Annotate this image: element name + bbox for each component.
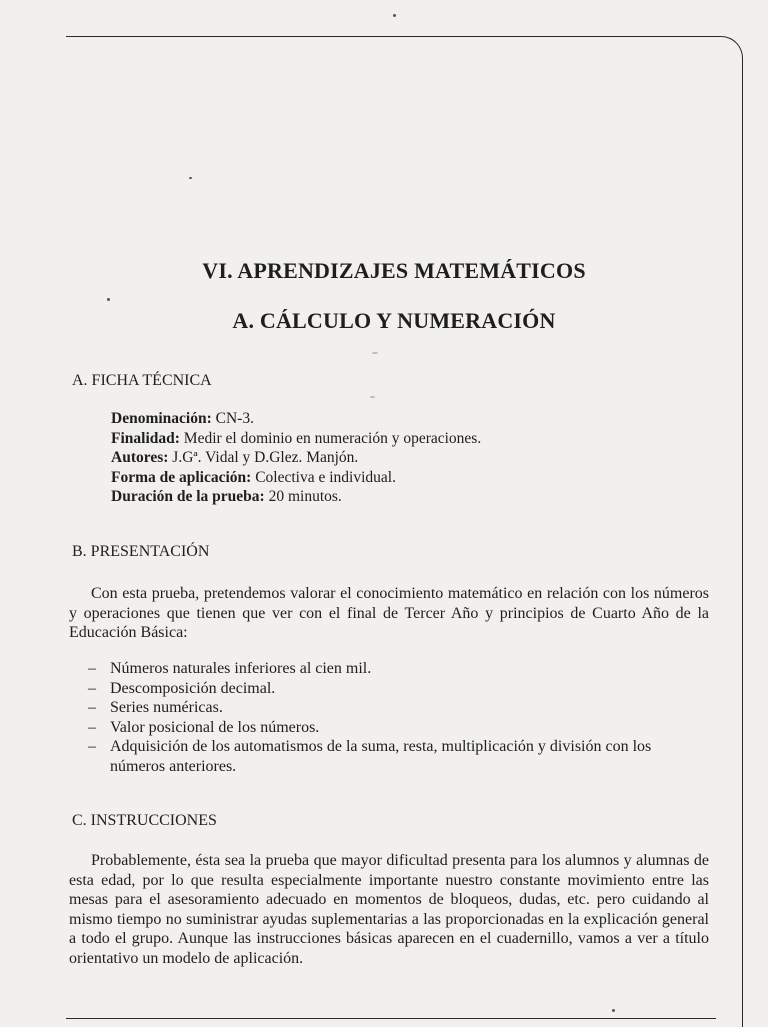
ficha-heading: A. FICHA TÉCNICA: [72, 372, 212, 389]
ficha-value: 20 minutos.: [264, 488, 342, 505]
scan-speck: [370, 396, 375, 398]
instrucciones-paragraph: Probablemente, ésta sea la prueba que mayor dificultad presenta para los alumnos y alumnas de esta edad, por lo que resulta especialmente importante nuestro constante movimiento entre las mesas para el asesoramiento adecuado en momentos de bloqueos, dudas, etc. pero cuidando al mismo tiempo no suministrar ayudas suplementarias a las proporcionadas en la explicación general a todo el grupo. Aunque las instrucciones básicas aparecen en el cuadernillo, vamos a ver a título orientativo un modelo de aplicación.: [69, 852, 709, 967]
ficha-label: Denominación:: [111, 410, 212, 427]
ficha-row-finalidad: [111, 429, 481, 449]
ficha-value: Medir el dominio en numeración y operaciones.: [179, 429, 482, 447]
ficha-row-denominacion: [111, 409, 481, 429]
bottom-rule: [66, 1018, 716, 1019]
list-dash: –: [88, 718, 96, 736]
list-item: [88, 679, 710, 699]
ficha-label: Autores:: [111, 449, 169, 466]
list-dash: –: [88, 679, 96, 697]
presentacion-paragraph: Con esta prueba, pretendemos valorar el conocimiento matemático en relación con los números y operaciones que tienen que ver con el final de Tercer Año y principios de Cuarto Año de la Educación Básica:: [69, 585, 709, 641]
scan-speck: [189, 177, 192, 179]
list-item-text: Valor posicional de los números.: [110, 718, 320, 736]
presentacion-heading: B. PRESENTACIÓN: [72, 543, 210, 560]
chapter-title: VI. APRENDIZAJES MATEMÁTICOS: [202, 258, 586, 283]
scan-speck: [393, 14, 396, 17]
ficha-row-autores: [111, 448, 481, 468]
scan-speck: [612, 1009, 615, 1012]
ficha-row-forma: [111, 468, 481, 488]
list-item-text: Series numéricas.: [110, 699, 223, 716]
list-item: [88, 718, 710, 738]
list-dash: –: [88, 660, 96, 677]
scan-speck: [372, 352, 378, 354]
ficha-value: Colectiva e individual.: [251, 468, 396, 486]
ficha-row-duracion: [111, 487, 481, 507]
list-item: [88, 698, 710, 718]
list-dash: –: [88, 738, 96, 755]
list-item-text: Números naturales inferiores al cien mil.: [110, 660, 372, 677]
list-item-text: Adquisición de los automatismos de la suma, resta, multiplicación y división con los números anteriores.: [110, 738, 652, 775]
section-title: A. CÁLCULO Y NUMERACIÓN: [232, 308, 556, 333]
scan-speck: [107, 298, 110, 301]
ficha-label: Forma de aplicación:: [111, 468, 252, 486]
list-item: [88, 737, 710, 776]
ficha-label: Finalidad:: [111, 429, 180, 447]
content-list: [88, 659, 710, 776]
list-item-text: Descomposición decimal.: [110, 679, 276, 697]
ficha-tecnica: [111, 409, 481, 507]
ficha-value: CN-3.: [211, 410, 254, 427]
list-item: [88, 659, 710, 679]
instrucciones-heading: C. INSTRUCCIONES: [72, 812, 217, 829]
ficha-value: J.Gª. Vidal y D.Glez. Manjón.: [168, 449, 359, 466]
ficha-label: Duración de la prueba:: [111, 488, 265, 505]
list-dash: –: [88, 699, 96, 716]
